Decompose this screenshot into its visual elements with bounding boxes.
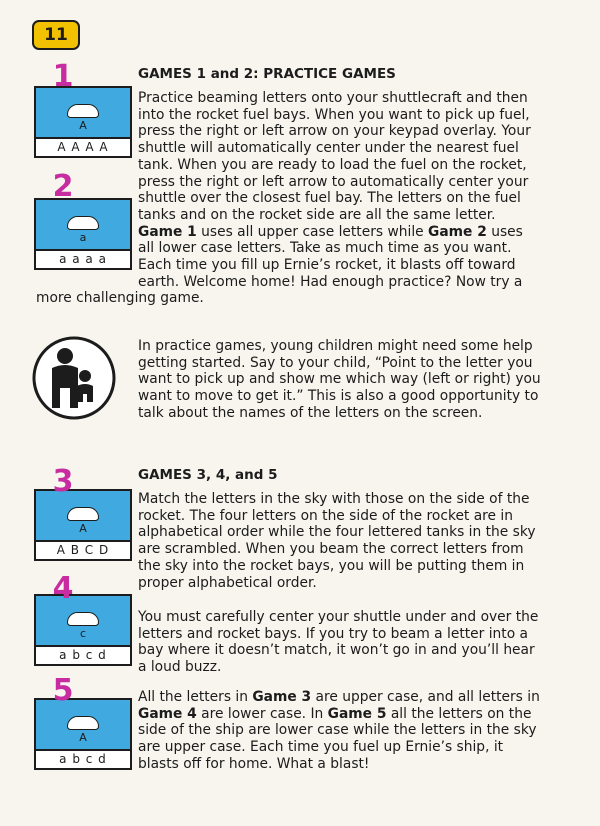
fuel-bay-letters: a b c d <box>36 645 130 664</box>
page-number-badge: 11 <box>32 20 80 50</box>
section-1-text: Practice beaming letters onto your shuttlecraft and then into the rocket fuel bays. When you want to pick up fuel, press the right or left arrow on your keypad overlay. Your shuttle will automatically center under the nearest fuel tank. When you are ready to load the fuel on the rocket, press the right or left arrow to automatically center your shuttle over the closest fuel bay. The letters on the fuel tanks and on the rocket side are all the same letter. Game 1 uses all upper case letters while Game 2 uses all lower case letters. Take as much time as you want. Each time you fill up Ernie’s rocket, it blasts off toward earth. Welcome home! Had enough practice? Now try a more challenging game. <box>36 90 531 307</box>
game-number-4: 4 <box>52 571 74 606</box>
shuttle-letter: A <box>79 522 87 535</box>
parent-child-icon <box>32 336 116 420</box>
fuel-bay-letters: a a a a <box>36 249 130 268</box>
shuttle-icon <box>67 612 99 626</box>
game-4-icon <box>34 594 132 666</box>
shuttle-icon <box>67 716 99 730</box>
game-5-icon <box>34 698 132 770</box>
shuttle-letter: A <box>79 731 87 744</box>
game-number-5: 5 <box>52 673 74 708</box>
shuttle-letter: c <box>79 627 87 640</box>
section-2-para-3: All the letters in Game 3 are upper case, and all letters in Game 4 are lower case. In Game 5 all the letters on the side of the ship are lower case while the letters in the sky are upper case. Each time you fuel up Ernie’s ship, it blasts off for home. What a blast! <box>138 689 540 772</box>
shuttle-letter: A <box>79 119 87 132</box>
section-1-heading: GAMES 1 and 2: PRACTICE GAMES <box>138 66 396 82</box>
section-2-para-2: You must carefully center your shuttle under and over the letters and rocket bays. If you try to beam a letter into a bay where it doesn’t match, it won’t go in and you’ll hear a loud buzz. <box>138 609 539 676</box>
game-3-icon <box>34 489 132 561</box>
fuel-bay-letters: A A A A <box>36 137 130 156</box>
section-2-heading: GAMES 3, 4, and 5 <box>138 467 278 483</box>
shuttle-letter: a <box>79 231 87 244</box>
parent-tip-text: In practice games, young children might need some help getting started. Say to your child, “Point to the letter you want to pick up and show me which way (left or right) you want to move to get it.” This is also a good opportunity to talk about the names of the letters on the screen. <box>138 338 541 421</box>
section-2-para-1: Match the letters in the sky with those on the side of the rocket. The four letters on the side of the rocket are in alphabetical order while the four lettered tanks in the sky are scrambled. When you beam the correct letters from the sky into the rocket bays, you will be putting them in proper alphabetical order. <box>138 491 536 591</box>
game-number-3: 3 <box>52 464 74 499</box>
game-number-2: 2 <box>52 169 74 204</box>
shuttle-icon <box>67 507 99 521</box>
fuel-bay-letters: a b c d <box>36 749 130 768</box>
fuel-bay-letters: A B C D <box>36 540 130 559</box>
game-number-1: 1 <box>52 59 74 94</box>
